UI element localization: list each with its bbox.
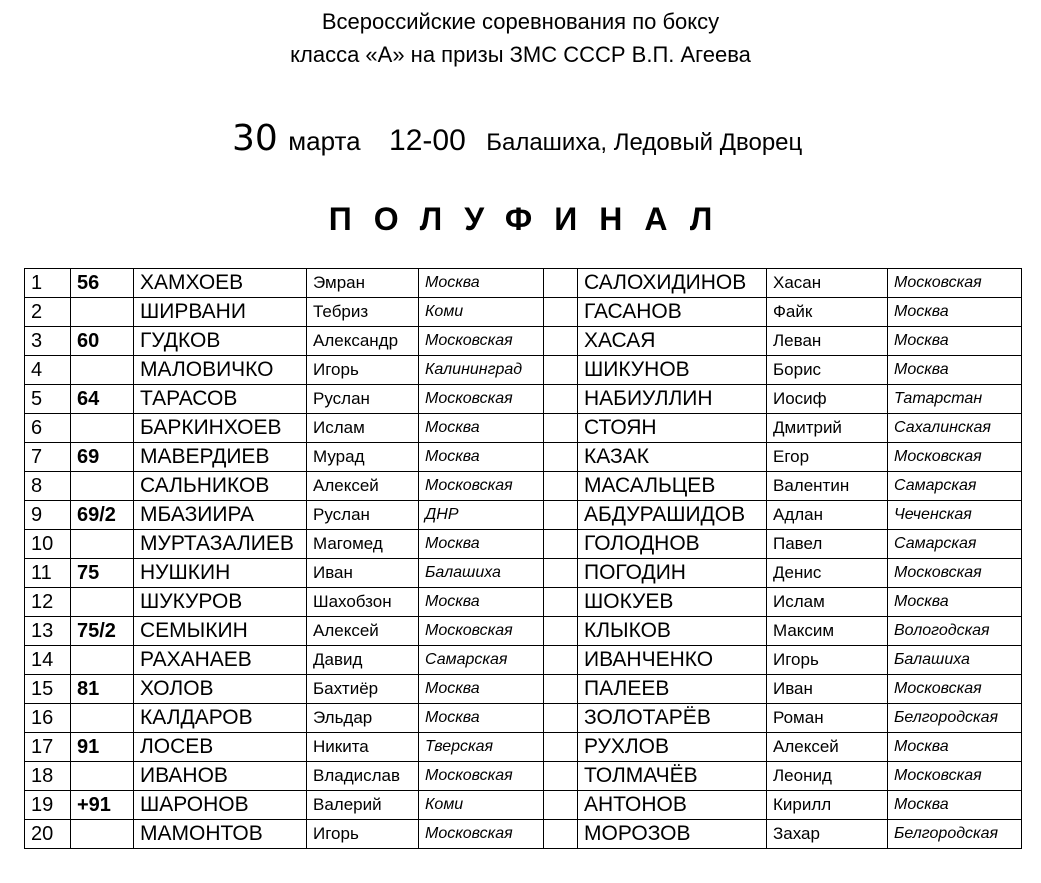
table-row xyxy=(25,443,1022,472)
bout-number: 10 xyxy=(25,530,71,559)
weight-class xyxy=(71,646,134,675)
right-first-name: Иосиф xyxy=(767,385,888,414)
right-surname: КАЗАК xyxy=(578,443,767,472)
separator-cell xyxy=(544,530,578,559)
right-first-name: Максим xyxy=(767,617,888,646)
table-row xyxy=(25,472,1022,501)
left-surname: МУРТАЗАЛИЕВ xyxy=(134,530,307,559)
left-region: Самарская xyxy=(419,646,544,675)
right-region: Самарская xyxy=(888,472,1022,501)
left-surname: ЛОСЕВ xyxy=(134,733,307,762)
right-region: Москва xyxy=(888,327,1022,356)
table-row xyxy=(25,675,1022,704)
left-surname: КАЛДАРОВ xyxy=(134,704,307,733)
bout-number: 6 xyxy=(25,414,71,443)
left-surname: НУШКИН xyxy=(134,559,307,588)
left-first-name: Руслан xyxy=(307,501,419,530)
left-region: Московская xyxy=(419,762,544,791)
table-row xyxy=(25,617,1022,646)
left-first-name: Ислам xyxy=(307,414,419,443)
left-region: Москва xyxy=(419,443,544,472)
separator-cell xyxy=(544,356,578,385)
separator-cell xyxy=(544,675,578,704)
left-first-name: Алексей xyxy=(307,617,419,646)
stage-title: ПОЛУФИНАЛ xyxy=(328,201,735,237)
separator-cell xyxy=(544,472,578,501)
table-row xyxy=(25,791,1022,820)
left-surname: МАМОНТОВ xyxy=(134,820,307,849)
left-first-name: Александр xyxy=(307,327,419,356)
weight-class: 75/2 xyxy=(71,617,134,646)
table-row xyxy=(25,559,1022,588)
bout-number: 3 xyxy=(25,327,71,356)
left-first-name: Эльдар xyxy=(307,704,419,733)
bout-number: 1 xyxy=(25,269,71,298)
right-first-name: Кирилл xyxy=(767,791,888,820)
bout-number: 12 xyxy=(25,588,71,617)
weight-class xyxy=(71,704,134,733)
right-surname: АБДУРАШИДОВ xyxy=(578,501,767,530)
right-surname: ЗОЛОТАРЁВ xyxy=(578,704,767,733)
right-surname: КЛЫКОВ xyxy=(578,617,767,646)
bout-number: 5 xyxy=(25,385,71,414)
separator-cell xyxy=(544,298,578,327)
table-row xyxy=(25,385,1022,414)
right-first-name: Игорь xyxy=(767,646,888,675)
right-first-name: Леван xyxy=(767,327,888,356)
right-first-name: Дмитрий xyxy=(767,414,888,443)
right-region: Самарская xyxy=(888,530,1022,559)
left-region: Балашиха xyxy=(419,559,544,588)
bout-number: 17 xyxy=(25,733,71,762)
event-title: Всероссийские соревнования по боксу xyxy=(321,9,720,34)
weight-class: 91 xyxy=(71,733,134,762)
bout-number: 11 xyxy=(25,559,71,588)
right-region: Белгородская xyxy=(888,704,1022,733)
left-first-name: Игорь xyxy=(307,820,419,849)
weight-class: 56 xyxy=(71,269,134,298)
left-region: Московская xyxy=(419,820,544,849)
separator-cell xyxy=(544,269,578,298)
separator-cell xyxy=(544,501,578,530)
left-surname: ШУКУРОВ xyxy=(134,588,307,617)
separator-cell xyxy=(544,559,578,588)
bouts-table xyxy=(24,268,1022,849)
right-first-name: Хасан xyxy=(767,269,888,298)
weight-class xyxy=(71,820,134,849)
separator-cell xyxy=(544,588,578,617)
right-surname: ПОГОДИН xyxy=(578,559,767,588)
right-surname: РУХЛОВ xyxy=(578,733,767,762)
right-first-name: Файк xyxy=(767,298,888,327)
table-row xyxy=(25,733,1022,762)
left-region: Москва xyxy=(419,588,544,617)
right-first-name: Валентин xyxy=(767,472,888,501)
right-first-name: Захар xyxy=(767,820,888,849)
left-region: Московская xyxy=(419,472,544,501)
weight-class xyxy=(71,298,134,327)
table-row xyxy=(25,269,1022,298)
right-surname: ГАСАНОВ xyxy=(578,298,767,327)
right-region: Татарстан xyxy=(888,385,1022,414)
right-surname: ШОКУЕВ xyxy=(578,588,767,617)
left-region: Калининград xyxy=(419,356,544,385)
left-first-name: Алексей xyxy=(307,472,419,501)
left-region: Коми xyxy=(419,298,544,327)
table-row xyxy=(25,298,1022,327)
bout-number: 7 xyxy=(25,443,71,472)
weight-class: 69 xyxy=(71,443,134,472)
right-first-name: Адлан xyxy=(767,501,888,530)
event-place: Балашиха, Ледовый Дворец xyxy=(486,129,803,156)
right-region: Москва xyxy=(888,791,1022,820)
bout-number: 14 xyxy=(25,646,71,675)
bout-number: 9 xyxy=(25,501,71,530)
table-row xyxy=(25,501,1022,530)
left-first-name: Иван xyxy=(307,559,419,588)
left-first-name: Владислав xyxy=(307,762,419,791)
left-first-name: Бахтиёр xyxy=(307,675,419,704)
weight-class xyxy=(71,356,134,385)
separator-cell xyxy=(544,733,578,762)
right-surname: МОРОЗОВ xyxy=(578,820,767,849)
bout-number: 15 xyxy=(25,675,71,704)
left-surname: ХАМХОЕВ xyxy=(134,269,307,298)
separator-cell xyxy=(544,443,578,472)
weight-class xyxy=(71,472,134,501)
weight-class: +91 xyxy=(71,791,134,820)
weight-class: 64 xyxy=(71,385,134,414)
left-surname: МАЛОВИЧКО xyxy=(134,356,307,385)
table-row xyxy=(25,530,1022,559)
right-region: Чеченская xyxy=(888,501,1022,530)
left-first-name: Мурад xyxy=(307,443,419,472)
left-region: Москва xyxy=(419,414,544,443)
separator-cell xyxy=(544,327,578,356)
weight-class xyxy=(71,762,134,791)
right-surname: ИВАНЧЕНКО xyxy=(578,646,767,675)
left-region: Москва xyxy=(419,269,544,298)
weight-class xyxy=(71,588,134,617)
separator-cell xyxy=(544,646,578,675)
right-first-name: Леонид xyxy=(767,762,888,791)
left-region: Москва xyxy=(419,675,544,704)
left-first-name: Валерий xyxy=(307,791,419,820)
right-first-name: Павел xyxy=(767,530,888,559)
left-surname: ГУДКОВ xyxy=(134,327,307,356)
right-region: Московская xyxy=(888,269,1022,298)
table-row xyxy=(25,704,1022,733)
bout-number: 18 xyxy=(25,762,71,791)
right-region: Москва xyxy=(888,733,1022,762)
left-surname: БАРКИНХОЕВ xyxy=(134,414,307,443)
left-surname: МАВЕРДИЕВ xyxy=(134,443,307,472)
right-surname: ТОЛМАЧЁВ xyxy=(578,762,767,791)
right-first-name: Иван xyxy=(767,675,888,704)
left-surname: ТАРАСОВ xyxy=(134,385,307,414)
left-region: Москва xyxy=(419,530,544,559)
left-surname: МБАЗИИРА xyxy=(134,501,307,530)
right-region: Московская xyxy=(888,559,1022,588)
right-region: Москва xyxy=(888,356,1022,385)
weight-class: 81 xyxy=(71,675,134,704)
bout-number: 4 xyxy=(25,356,71,385)
right-first-name: Борис xyxy=(767,356,888,385)
right-surname: АНТОНОВ xyxy=(578,791,767,820)
left-region: Тверская xyxy=(419,733,544,762)
bout-number: 8 xyxy=(25,472,71,501)
right-region: Балашиха xyxy=(888,646,1022,675)
right-surname: ГОЛОДНОВ xyxy=(578,530,767,559)
right-region: Московская xyxy=(888,762,1022,791)
bout-number: 19 xyxy=(25,791,71,820)
right-first-name: Денис xyxy=(767,559,888,588)
table-row xyxy=(25,588,1022,617)
separator-cell xyxy=(544,791,578,820)
left-surname: ШАРОНОВ xyxy=(134,791,307,820)
right-surname: ШИКУНОВ xyxy=(578,356,767,385)
bout-number: 16 xyxy=(25,704,71,733)
right-first-name: Ислам xyxy=(767,588,888,617)
right-region: Вологодская xyxy=(888,617,1022,646)
left-first-name: Никита xyxy=(307,733,419,762)
separator-cell xyxy=(544,762,578,791)
table-row xyxy=(25,762,1022,791)
right-region: Московская xyxy=(888,675,1022,704)
right-surname: ПАЛЕЕВ xyxy=(578,675,767,704)
right-region: Белгородская xyxy=(888,820,1022,849)
weight-class: 75 xyxy=(71,559,134,588)
right-region: Московская xyxy=(888,443,1022,472)
weight-class xyxy=(71,530,134,559)
left-region: Коми xyxy=(419,791,544,820)
table-row xyxy=(25,646,1022,675)
left-region: Московская xyxy=(419,617,544,646)
left-surname: РАХАНАЕВ xyxy=(134,646,307,675)
table-row xyxy=(25,820,1022,849)
left-region: Москва xyxy=(419,704,544,733)
bout-number: 13 xyxy=(25,617,71,646)
left-region: Московская xyxy=(419,327,544,356)
right-surname: НАБИУЛЛИН xyxy=(578,385,767,414)
date-time-place xyxy=(232,118,802,159)
left-surname: ШИРВАНИ xyxy=(134,298,307,327)
left-first-name: Давид xyxy=(307,646,419,675)
bout-number: 2 xyxy=(25,298,71,327)
right-surname: СТОЯН xyxy=(578,414,767,443)
left-surname: СЕМЫКИН xyxy=(134,617,307,646)
left-first-name: Руслан xyxy=(307,385,419,414)
bout-number: 20 xyxy=(25,820,71,849)
left-first-name: Эмран xyxy=(307,269,419,298)
separator-cell xyxy=(544,385,578,414)
right-region: Москва xyxy=(888,588,1022,617)
right-first-name: Роман xyxy=(767,704,888,733)
weight-class: 60 xyxy=(71,327,134,356)
right-first-name: Егор xyxy=(767,443,888,472)
separator-cell xyxy=(544,820,578,849)
left-surname: САЛЬНИКОВ xyxy=(134,472,307,501)
left-region: Московская xyxy=(419,385,544,414)
separator-cell xyxy=(544,414,578,443)
left-region: ДНР xyxy=(419,501,544,530)
right-surname: ХАСАЯ xyxy=(578,327,767,356)
event-time: 12-00 xyxy=(389,124,466,157)
table-row xyxy=(25,327,1022,356)
left-first-name: Тебриз xyxy=(307,298,419,327)
separator-cell xyxy=(544,617,578,646)
weight-class: 69/2 xyxy=(71,501,134,530)
left-first-name: Магомед xyxy=(307,530,419,559)
left-surname: ХОЛОВ xyxy=(134,675,307,704)
left-first-name: Игорь xyxy=(307,356,419,385)
table-row xyxy=(25,414,1022,443)
event-day: 30 xyxy=(232,118,278,159)
left-first-name: Шахобзон xyxy=(307,588,419,617)
weight-class xyxy=(71,414,134,443)
right-surname: САЛОХИДИНОВ xyxy=(578,269,767,298)
event-month: марта xyxy=(288,126,361,156)
right-first-name: Алексей xyxy=(767,733,888,762)
right-region: Сахалинская xyxy=(888,414,1022,443)
event-subtitle: класса «А» на призы ЗМС СССР В.П. Агеева xyxy=(290,42,751,67)
table-row xyxy=(25,356,1022,385)
right-region: Москва xyxy=(888,298,1022,327)
separator-cell xyxy=(544,704,578,733)
left-surname: ИВАНОВ xyxy=(134,762,307,791)
right-surname: МАСАЛЬЦЕВ xyxy=(578,472,767,501)
